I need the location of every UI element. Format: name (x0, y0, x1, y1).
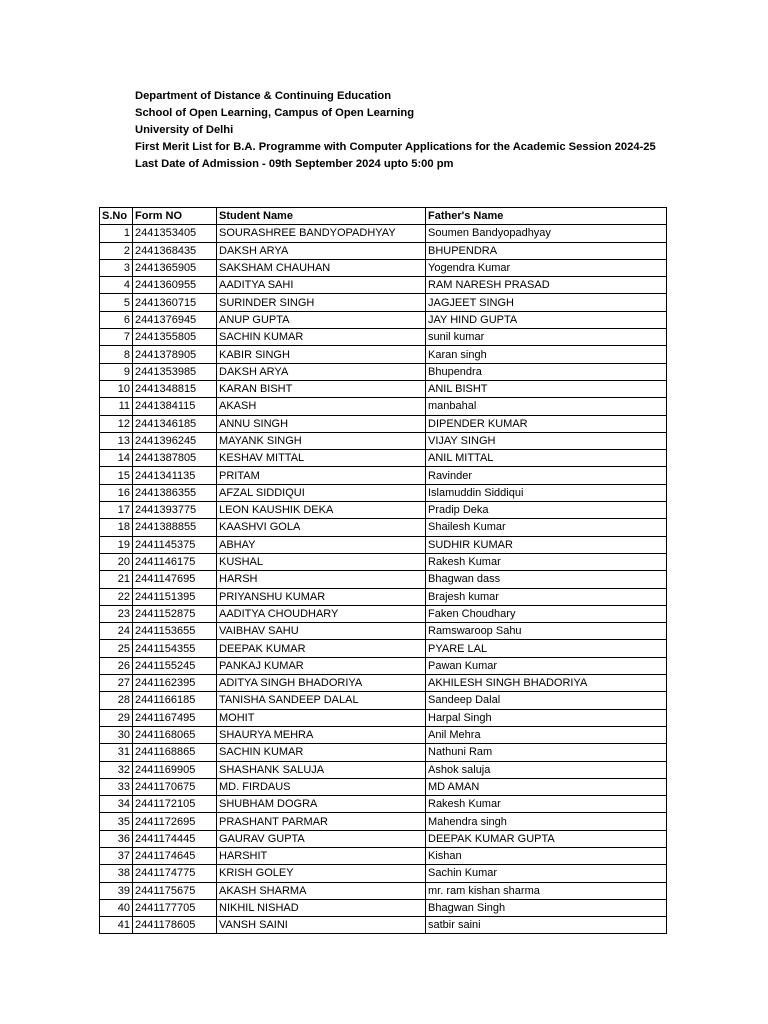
cell-form-no: 2441162395 (133, 675, 217, 692)
cell-sno: 19 (100, 536, 133, 553)
cell-sno: 39 (100, 882, 133, 899)
table-row (100, 830, 667, 847)
cell-form-no: 2441169905 (133, 761, 217, 778)
cell-student-name: ANUP GUPTA (217, 311, 426, 328)
table-row (100, 917, 667, 934)
cell-sno: 24 (100, 623, 133, 640)
table-row (100, 277, 667, 294)
cell-sno: 9 (100, 363, 133, 380)
cell-fathers-name: JAGJEET SINGH (426, 294, 667, 311)
university-title: University of Delhi (135, 124, 234, 136)
cell-student-name: SAKSHAM CHAUHAN (217, 259, 426, 276)
cell-student-name: SHASHANK SALUJA (217, 761, 426, 778)
table-row (100, 709, 667, 726)
cell-form-no: 2441147695 (133, 571, 217, 588)
table-row (100, 571, 667, 588)
cell-sno: 17 (100, 502, 133, 519)
column-header-student-name: Student Name (217, 208, 426, 225)
cell-form-no: 2441172105 (133, 796, 217, 813)
cell-sno: 30 (100, 726, 133, 743)
cell-student-name: KUSHAL (217, 553, 426, 570)
cell-form-no: 2441341135 (133, 467, 217, 484)
cell-sno: 12 (100, 415, 133, 432)
cell-student-name: DAKSH ARYA (217, 242, 426, 259)
cell-sno: 36 (100, 830, 133, 847)
cell-sno: 40 (100, 899, 133, 916)
cell-student-name: GAURAV GUPTA (217, 830, 426, 847)
cell-student-name: KARAN BISHT (217, 380, 426, 397)
cell-fathers-name: SUDHIR KUMAR (426, 536, 667, 553)
cell-form-no: 2441172695 (133, 813, 217, 830)
cell-student-name: NIKHIL NISHAD (217, 899, 426, 916)
merit-list-table (99, 207, 667, 934)
cell-sno: 2 (100, 242, 133, 259)
cell-form-no: 2441174645 (133, 847, 217, 864)
table-row (100, 778, 667, 795)
cell-fathers-name: Nathuni Ram (426, 744, 667, 761)
cell-sno: 13 (100, 432, 133, 449)
cell-student-name: HARSH (217, 571, 426, 588)
cell-form-no: 2441386355 (133, 484, 217, 501)
table-row (100, 553, 667, 570)
table-row (100, 657, 667, 674)
table-row (100, 623, 667, 640)
cell-sno: 16 (100, 484, 133, 501)
cell-fathers-name: DIPENDER KUMAR (426, 415, 667, 432)
cell-fathers-name: Kishan (426, 847, 667, 864)
cell-form-no: 2441168865 (133, 744, 217, 761)
cell-fathers-name: DEEPAK KUMAR GUPTA (426, 830, 667, 847)
table-body (100, 225, 667, 934)
cell-fathers-name: Mahendra singh (426, 813, 667, 830)
table-row (100, 536, 667, 553)
table-row (100, 242, 667, 259)
cell-sno: 23 (100, 605, 133, 622)
table-row (100, 744, 667, 761)
table-row (100, 467, 667, 484)
cell-fathers-name: Ramswaroop Sahu (426, 623, 667, 640)
cell-sno: 32 (100, 761, 133, 778)
cell-form-no: 2441360715 (133, 294, 217, 311)
cell-form-no: 2441155245 (133, 657, 217, 674)
cell-student-name: KESHAV MITTAL (217, 450, 426, 467)
cell-form-no: 2441355805 (133, 329, 217, 346)
table-row (100, 813, 667, 830)
cell-form-no: 2441378905 (133, 346, 217, 363)
cell-sno: 33 (100, 778, 133, 795)
cell-form-no: 2441384115 (133, 398, 217, 415)
cell-form-no: 2441353405 (133, 225, 217, 242)
merit-list-title: First Merit List for B.A. Programme with Computer Applications for the Academic Session 2024-25 (135, 141, 656, 153)
cell-form-no: 2441360955 (133, 277, 217, 294)
column-header-fathers-name: Father's Name (426, 208, 667, 225)
cell-student-name: SURINDER SINGH (217, 294, 426, 311)
cell-form-no: 2441167495 (133, 709, 217, 726)
table-row (100, 882, 667, 899)
cell-sno: 28 (100, 692, 133, 709)
cell-form-no: 2441174775 (133, 865, 217, 882)
cell-form-no: 2441177705 (133, 899, 217, 916)
cell-fathers-name: Brajesh kumar (426, 588, 667, 605)
cell-sno: 25 (100, 640, 133, 657)
cell-student-name: KABIR SINGH (217, 346, 426, 363)
cell-fathers-name: Shailesh Kumar (426, 519, 667, 536)
cell-student-name: MOHIT (217, 709, 426, 726)
table-row (100, 346, 667, 363)
cell-fathers-name: MD AMAN (426, 778, 667, 795)
table-row (100, 605, 667, 622)
cell-form-no: 2441388855 (133, 519, 217, 536)
cell-fathers-name: satbir saini (426, 917, 667, 934)
cell-fathers-name: Yogendra Kumar (426, 259, 667, 276)
cell-sno: 41 (100, 917, 133, 934)
cell-form-no: 2441396245 (133, 432, 217, 449)
cell-sno: 31 (100, 744, 133, 761)
cell-student-name: SOURASHREE BANDYOPADHYAY (217, 225, 426, 242)
cell-sno: 29 (100, 709, 133, 726)
cell-sno: 3 (100, 259, 133, 276)
cell-fathers-name: Karan singh (426, 346, 667, 363)
cell-fathers-name: ANIL BISHT (426, 380, 667, 397)
cell-fathers-name: mr. ram kishan sharma (426, 882, 667, 899)
cell-student-name: ADITYA SINGH BHADORIYA (217, 675, 426, 692)
cell-student-name: PRIYANSHU KUMAR (217, 588, 426, 605)
admission-deadline: Last Date of Admission - 09th September 2024 upto 5:00 pm (135, 158, 454, 170)
cell-sno: 15 (100, 467, 133, 484)
cell-student-name: AADITYA CHOUDHARY (217, 605, 426, 622)
cell-student-name: PANKAJ KUMAR (217, 657, 426, 674)
cell-sno: 5 (100, 294, 133, 311)
cell-form-no: 2441348815 (133, 380, 217, 397)
table-row (100, 450, 667, 467)
cell-sno: 6 (100, 311, 133, 328)
cell-student-name: DEEPAK KUMAR (217, 640, 426, 657)
cell-form-no: 2441376945 (133, 311, 217, 328)
cell-form-no: 2441168065 (133, 726, 217, 743)
cell-student-name: VAIBHAV SAHU (217, 623, 426, 640)
cell-form-no: 2441393775 (133, 502, 217, 519)
table-row (100, 294, 667, 311)
cell-student-name: VANSH SAINI (217, 917, 426, 934)
cell-sno: 22 (100, 588, 133, 605)
cell-fathers-name: Rakesh Kumar (426, 553, 667, 570)
cell-form-no: 2441175675 (133, 882, 217, 899)
cell-fathers-name: manbahal (426, 398, 667, 415)
cell-form-no: 2441346185 (133, 415, 217, 432)
table-row (100, 640, 667, 657)
cell-sno: 1 (100, 225, 133, 242)
cell-fathers-name: Soumen Bandyopadhyay (426, 225, 667, 242)
cell-student-name: ABHAY (217, 536, 426, 553)
cell-student-name: AKASH SHARMA (217, 882, 426, 899)
cell-student-name: HARSHIT (217, 847, 426, 864)
cell-sno: 21 (100, 571, 133, 588)
table-row (100, 588, 667, 605)
cell-sno: 38 (100, 865, 133, 882)
table-row (100, 484, 667, 501)
cell-sno: 20 (100, 553, 133, 570)
table-row (100, 847, 667, 864)
cell-sno: 4 (100, 277, 133, 294)
cell-fathers-name: Ashok saluja (426, 761, 667, 778)
cell-form-no: 2441154355 (133, 640, 217, 657)
cell-form-no: 2441152875 (133, 605, 217, 622)
table-row (100, 329, 667, 346)
cell-fathers-name: Sachin Kumar (426, 865, 667, 882)
cell-fathers-name: PYARE LAL (426, 640, 667, 657)
cell-fathers-name: Rakesh Kumar (426, 796, 667, 813)
cell-form-no: 2441368435 (133, 242, 217, 259)
cell-student-name: PRASHANT PARMAR (217, 813, 426, 830)
table-row (100, 865, 667, 882)
cell-student-name: MAYANK SINGH (217, 432, 426, 449)
table-row (100, 225, 667, 242)
cell-sno: 11 (100, 398, 133, 415)
cell-student-name: DAKSH ARYA (217, 363, 426, 380)
table-row (100, 675, 667, 692)
cell-fathers-name: Pradip Deka (426, 502, 667, 519)
cell-form-no: 2441178605 (133, 917, 217, 934)
cell-form-no: 2441151395 (133, 588, 217, 605)
cell-student-name: SHUBHAM DOGRA (217, 796, 426, 813)
cell-student-name: MD. FIRDAUS (217, 778, 426, 795)
table-row (100, 796, 667, 813)
cell-student-name: AFZAL SIDDIQUI (217, 484, 426, 501)
cell-form-no: 2441174445 (133, 830, 217, 847)
cell-fathers-name: Bhagwan dass (426, 571, 667, 588)
cell-fathers-name: RAM NARESH PRASAD (426, 277, 667, 294)
cell-form-no: 2441387805 (133, 450, 217, 467)
table-row (100, 519, 667, 536)
cell-sno: 37 (100, 847, 133, 864)
cell-fathers-name: Sandeep Dalal (426, 692, 667, 709)
cell-student-name: SHAURYA MEHRA (217, 726, 426, 743)
table-row (100, 899, 667, 916)
table-row (100, 363, 667, 380)
cell-student-name: LEON KAUSHIK DEKA (217, 502, 426, 519)
cell-student-name: PRITAM (217, 467, 426, 484)
cell-sno: 10 (100, 380, 133, 397)
cell-fathers-name: AKHILESH SINGH BHADORIYA (426, 675, 667, 692)
cell-fathers-name: Pawan Kumar (426, 657, 667, 674)
department-title: Department of Distance & Continuing Education (135, 90, 392, 102)
table-row (100, 311, 667, 328)
cell-fathers-name: sunil kumar (426, 329, 667, 346)
school-title: School of Open Learning, Campus of Open Learning (135, 107, 415, 119)
cell-student-name: SACHIN KUMAR (217, 744, 426, 761)
cell-sno: 14 (100, 450, 133, 467)
cell-student-name: SACHIN KUMAR (217, 329, 426, 346)
cell-form-no: 2441353985 (133, 363, 217, 380)
cell-sno: 8 (100, 346, 133, 363)
cell-student-name: AKASH (217, 398, 426, 415)
table-row (100, 380, 667, 397)
cell-sno: 26 (100, 657, 133, 674)
table-row (100, 398, 667, 415)
cell-form-no: 2441146175 (133, 553, 217, 570)
cell-student-name: KAASHVI GOLA (217, 519, 426, 536)
table-row (100, 502, 667, 519)
cell-student-name: AADITYA SAHI (217, 277, 426, 294)
cell-student-name: KRISH GOLEY (217, 865, 426, 882)
cell-fathers-name: Anil Mehra (426, 726, 667, 743)
cell-student-name: ANNU SINGH (217, 415, 426, 432)
document-header (135, 88, 656, 173)
cell-form-no: 2441170675 (133, 778, 217, 795)
table-row (100, 761, 667, 778)
cell-form-no: 2441153655 (133, 623, 217, 640)
table-row (100, 726, 667, 743)
cell-fathers-name: JAY HIND GUPTA (426, 311, 667, 328)
cell-fathers-name: Bhagwan Singh (426, 899, 667, 916)
table-row (100, 432, 667, 449)
cell-form-no: 2441166185 (133, 692, 217, 709)
cell-sno: 27 (100, 675, 133, 692)
cell-student-name: TANISHA SANDEEP DALAL (217, 692, 426, 709)
cell-sno: 35 (100, 813, 133, 830)
table-header-row (100, 208, 667, 225)
cell-fathers-name: BHUPENDRA (426, 242, 667, 259)
cell-sno: 34 (100, 796, 133, 813)
cell-form-no: 2441365905 (133, 259, 217, 276)
column-header-form-no: Form NO (133, 208, 217, 225)
column-header-sno: S.No (100, 208, 133, 225)
table-row (100, 692, 667, 709)
cell-fathers-name: Bhupendra (426, 363, 667, 380)
cell-fathers-name: Ravinder (426, 467, 667, 484)
cell-fathers-name: Harpal Singh (426, 709, 667, 726)
cell-sno: 18 (100, 519, 133, 536)
cell-fathers-name: VIJAY SINGH (426, 432, 667, 449)
table-row (100, 415, 667, 432)
cell-form-no: 2441145375 (133, 536, 217, 553)
cell-sno: 7 (100, 329, 133, 346)
cell-fathers-name: ANIL MITTAL (426, 450, 667, 467)
cell-fathers-name: Faken Choudhary (426, 605, 667, 622)
table-row (100, 259, 667, 276)
cell-fathers-name: Islamuddin Siddiqui (426, 484, 667, 501)
